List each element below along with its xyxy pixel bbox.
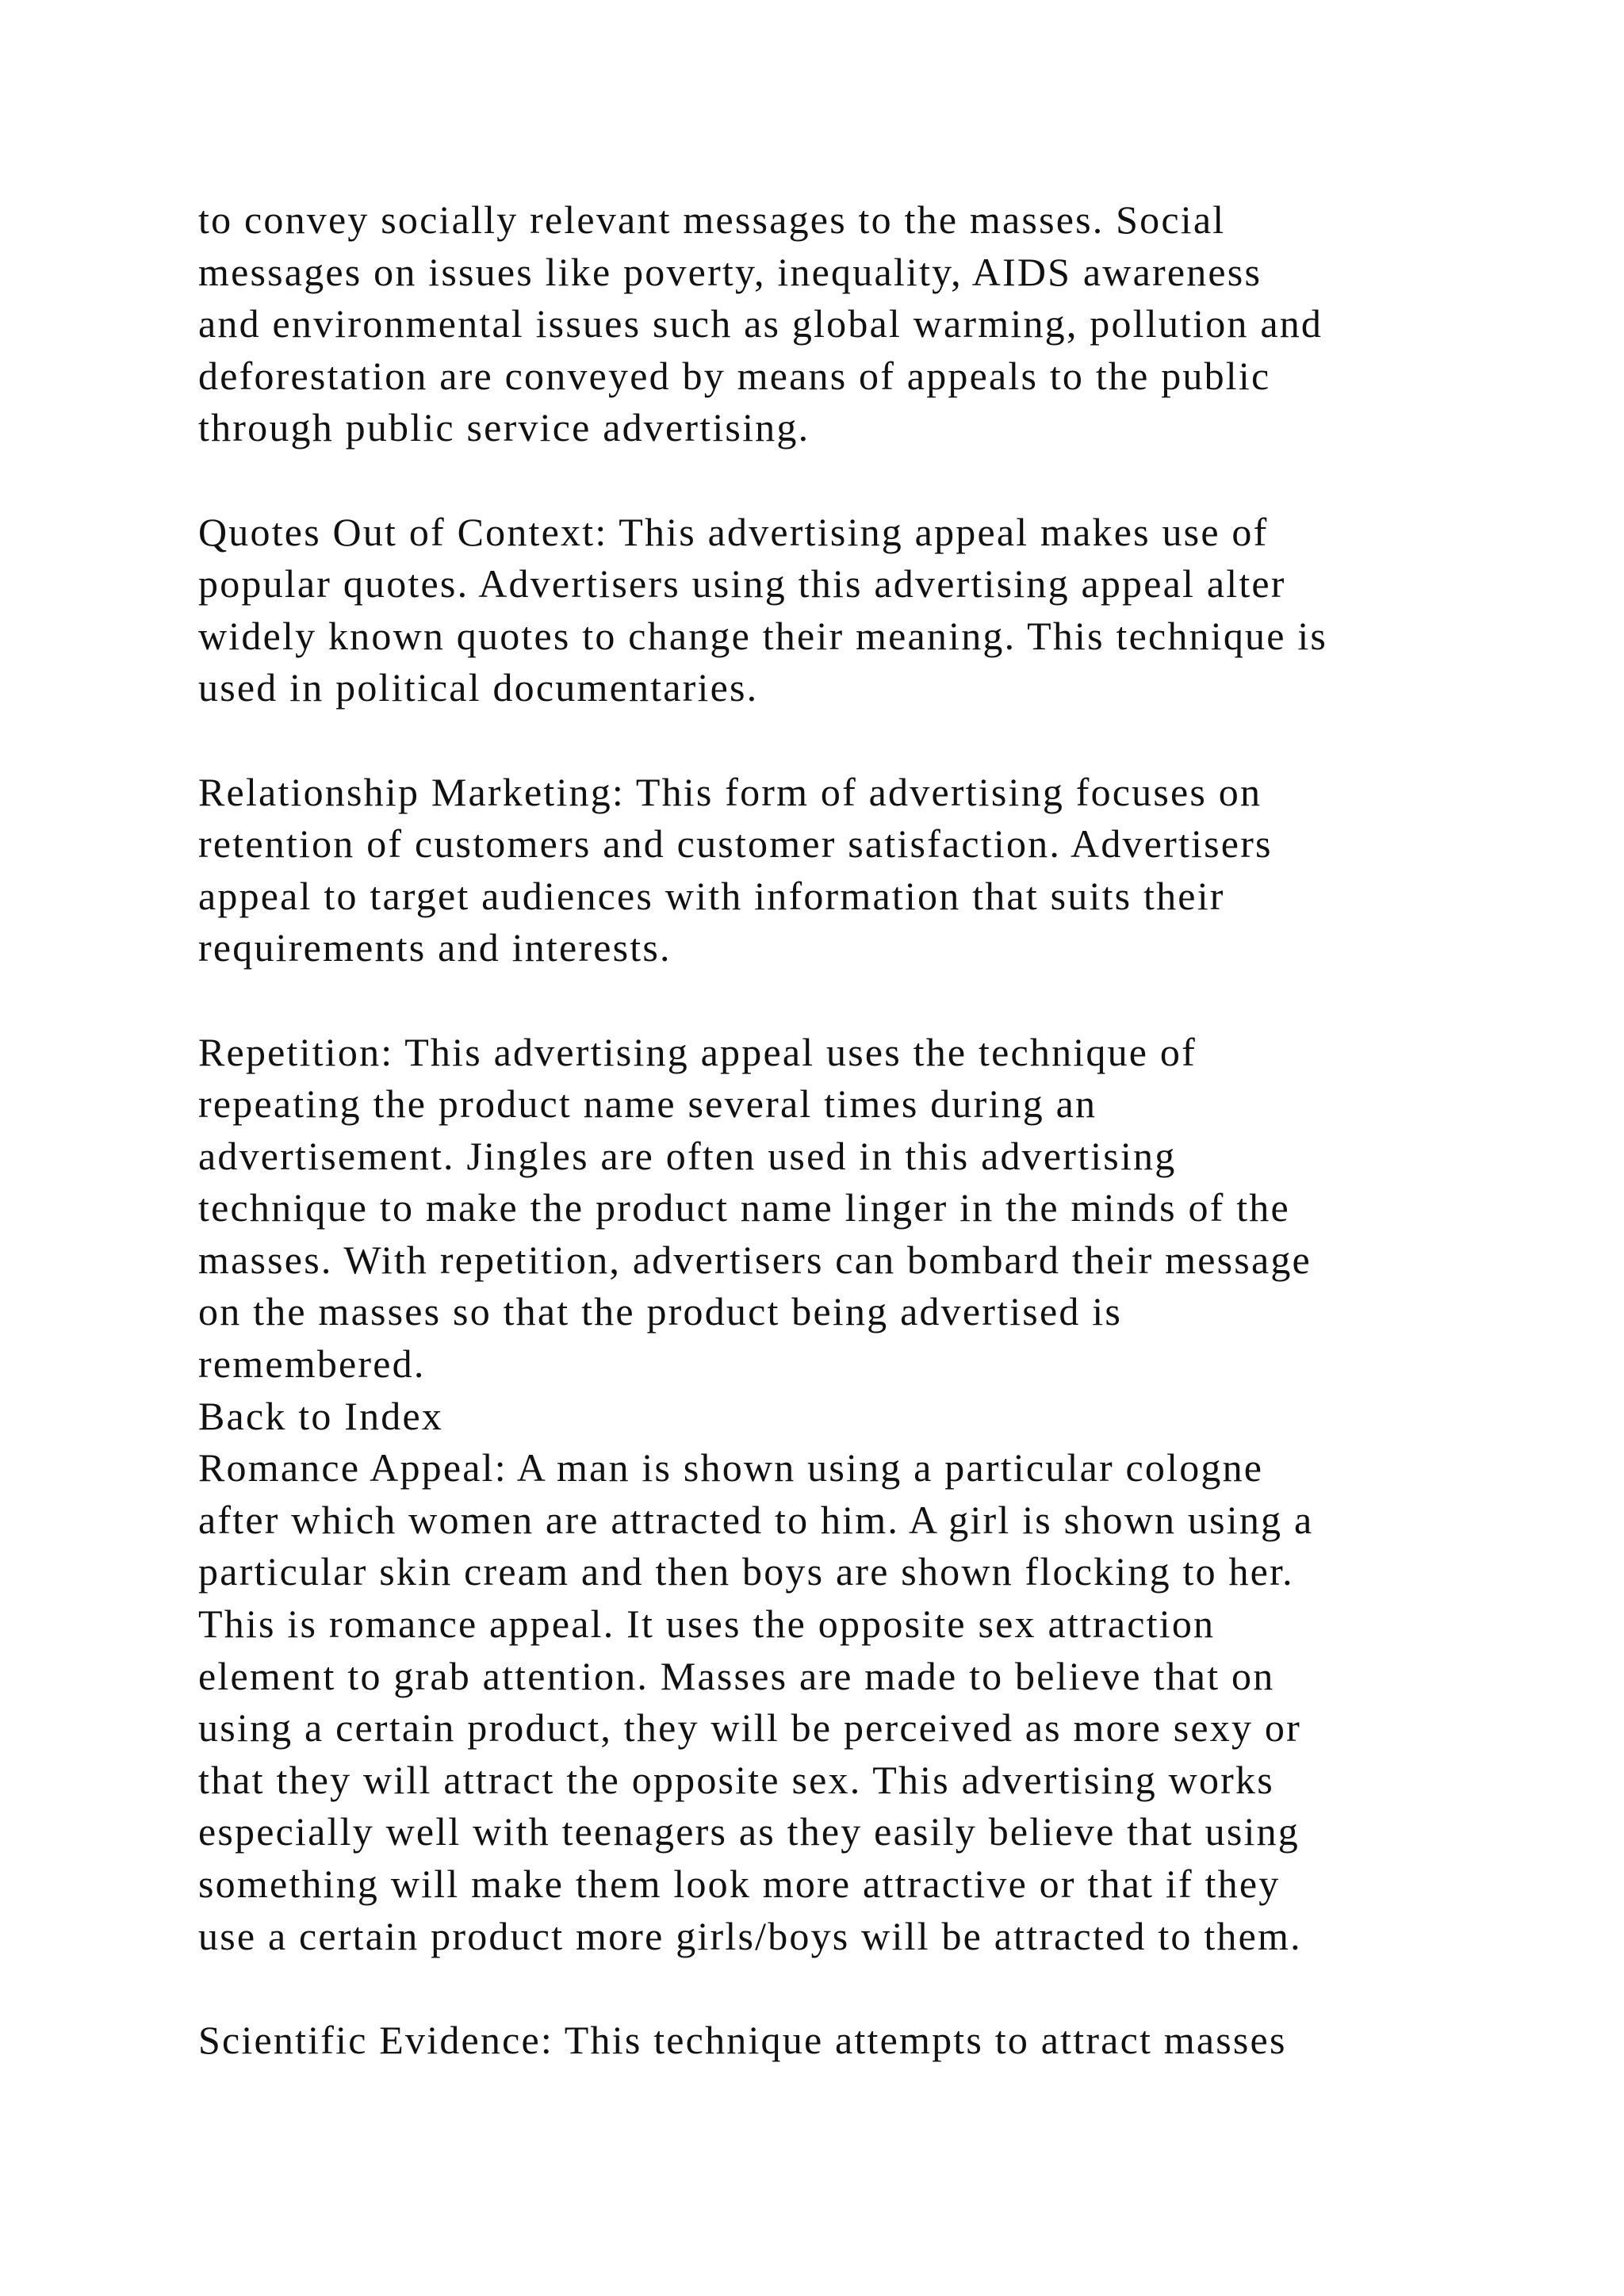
text-line: used in political documentaries. <box>198 665 759 710</box>
text-line: through public service advertising. <box>198 405 810 450</box>
text-line: This is romance appeal. It uses the opposite sex attraction <box>198 1601 1216 1647</box>
text-line: requirements and interests. <box>198 925 672 970</box>
text-line: widely known quotes to change their meaning. This technique is <box>198 613 1328 658</box>
text-line: to convey socially relevant messages to the masses. Social <box>198 197 1226 242</box>
text-line: element to grab attention. Masses are made to believe that on <box>198 1653 1275 1698</box>
text-line: Relationship Marketing: This form of advertising focuses on <box>198 769 1262 814</box>
paragraph-break <box>198 974 1507 1027</box>
text-line: appeal to target audiences with information that suits their <box>198 873 1225 918</box>
paragraph-break <box>198 1962 1507 2015</box>
text-line: retention of customers and customer satisfaction. Advertisers <box>198 821 1273 867</box>
text-line: messages on issues like poverty, inequality, AIDS awareness <box>198 249 1262 294</box>
back-to-index-text: Back to Index <box>198 1393 444 1438</box>
text-line: technique to make the product name linger in the minds of the <box>198 1185 1290 1230</box>
text-line: using a certain product, they will be perceived as more sexy or <box>198 1705 1301 1751</box>
text-line: Romance Appeal: A man is shown using a particular cologne <box>198 1445 1264 1490</box>
text-line: that they will attract the opposite sex. This advertising works <box>198 1757 1274 1802</box>
text-line: particular skin cream and then boys are shown flocking to her. <box>198 1549 1294 1594</box>
text-line: remembered. <box>198 1341 426 1387</box>
paragraph-break <box>198 454 1507 507</box>
text-line: Scientific Evidence: This technique attempts to attract masses <box>198 2017 1287 2062</box>
text-line: especially well with teenagers as they easily believe that using <box>198 1809 1300 1854</box>
text-line: on the masses so that the product being advertised is <box>198 1289 1122 1334</box>
text-line: Repetition: This advertising appeal uses the technique of <box>198 1029 1197 1074</box>
text-line: masses. With repetition, advertisers can bombard their message <box>198 1237 1312 1282</box>
text-line: after which women are attracted to him. A girl is shown using a <box>198 1497 1314 1542</box>
text-line: Quotes Out of Context: This advertising appeal makes use of <box>198 509 1269 554</box>
text-line: use a certain product more girls/boys will be attracted to them. <box>198 1913 1302 1958</box>
text-line: repeating the product name several times during an <box>198 1081 1097 1127</box>
document-body <box>198 194 1507 2066</box>
text-line: deforestation are conveyed by means of appeals to the public <box>198 353 1271 398</box>
paragraph-break <box>198 714 1507 767</box>
text-line: something will make them look more attractive or that if they <box>198 1862 1281 1906</box>
text-line: advertisement. Jingles are often used in this advertising <box>198 1133 1177 1178</box>
text-line: popular quotes. Advertisers using this advertising appeal alter <box>198 561 1286 607</box>
text-line: and environmental issues such as global warming, pollution and <box>198 301 1323 346</box>
